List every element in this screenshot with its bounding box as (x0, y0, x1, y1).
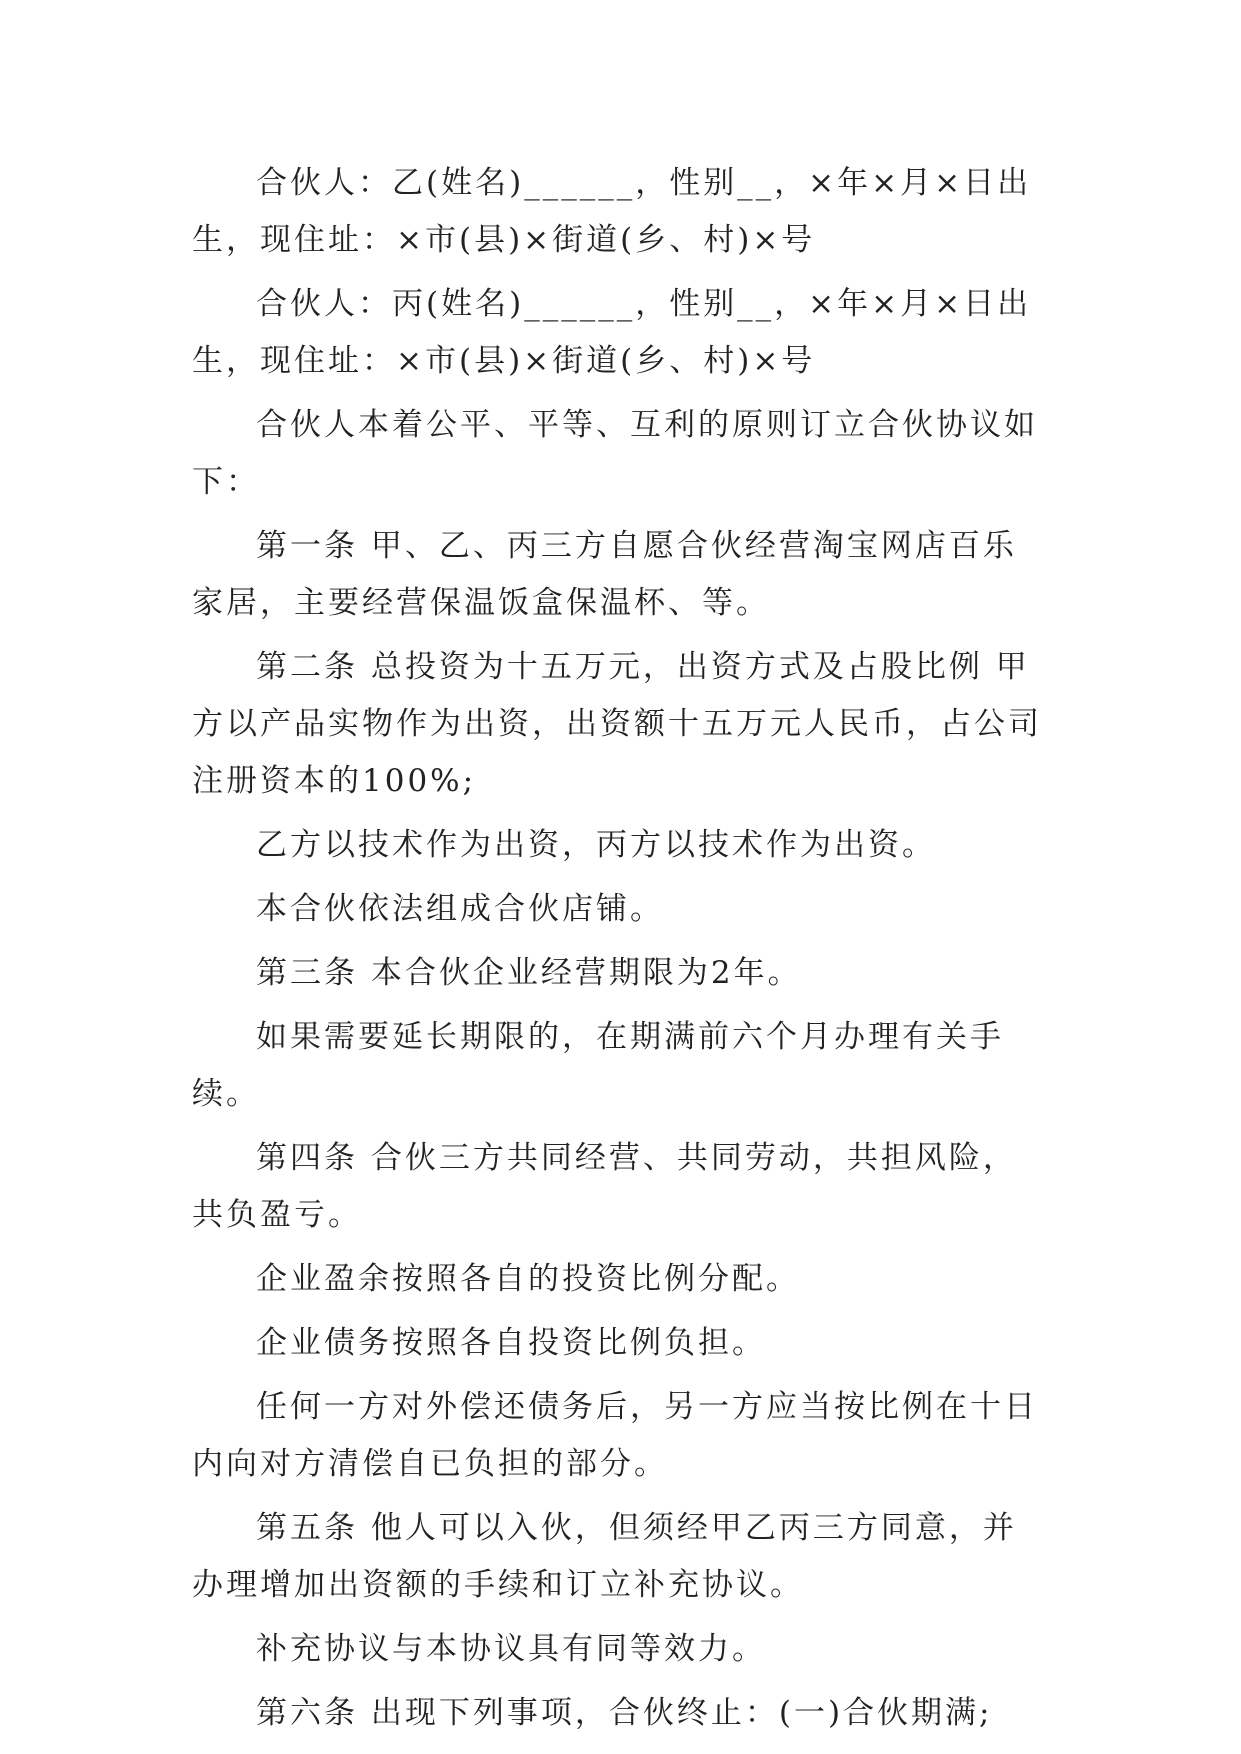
paragraph-article-5-supplement: 补充协议与本协议具有同等效力。 (256, 1631, 766, 1667)
paragraph-article-1: 第一条 甲、乙、丙三方自愿合伙经营淘宝网店百乐家居，主要经营保温饭盒保温杯、等。 (192, 528, 1017, 621)
paragraph-preamble: 合伙人本着公平、平等、互利的原则订立合伙协议如下： (192, 407, 1038, 500)
paragraph-partner-c: 合伙人：丙(姓名)______，性别__，×年×月×日出生，现住址：×市(县)×街道(乡、村)×号 (192, 286, 1032, 379)
paragraph-article-3-extension: 如果需要延长期限的，在期满前六个月办理有关手续。 (192, 1019, 1004, 1112)
paragraph-article-3: 第三条 本合伙企业经营期限为2年。 (256, 955, 802, 991)
paragraph-article-4-debt: 企业债务按照各自投资比例负担。 (256, 1325, 766, 1361)
document-body (192, 155, 1050, 1749)
paragraph-article-4-repayment: 任何一方对外偿还债务后，另一方应当按比例在十日内向对方清偿自已负担的部分。 (192, 1389, 1038, 1482)
paragraph-partner-b: 合伙人：乙(姓名)______，性别__，×年×月×日出生，现住址：×市(县)×街道(乡、村)×号 (192, 165, 1032, 258)
paragraph-article-2: 第二条 总投资为十五万元，出资方式及占股比例 甲方以产品实物作为出资，出资额十五万元人民币，占公司注册资本的100%; (192, 649, 1042, 799)
paragraph-article-2-store: 本合伙依法组成合伙店铺。 (256, 891, 664, 927)
paragraph-article-6: 第六条 出现下列事项，合伙终止：(一)合伙期满; (256, 1695, 993, 1731)
paragraph-article-2-contribution: 乙方以技术作为出资，丙方以技术作为出资。 (256, 827, 936, 863)
paragraph-article-5: 第五条 他人可以入伙，但须经甲乙丙三方同意，并办理增加出资额的手续和订立补充协议。 (192, 1510, 1017, 1603)
paragraph-article-4: 第四条 合伙三方共同经营、共同劳动，共担风险，共负盈亏。 (192, 1140, 1017, 1233)
paragraph-article-4-surplus: 企业盈余按照各自的投资比例分配。 (256, 1261, 800, 1297)
